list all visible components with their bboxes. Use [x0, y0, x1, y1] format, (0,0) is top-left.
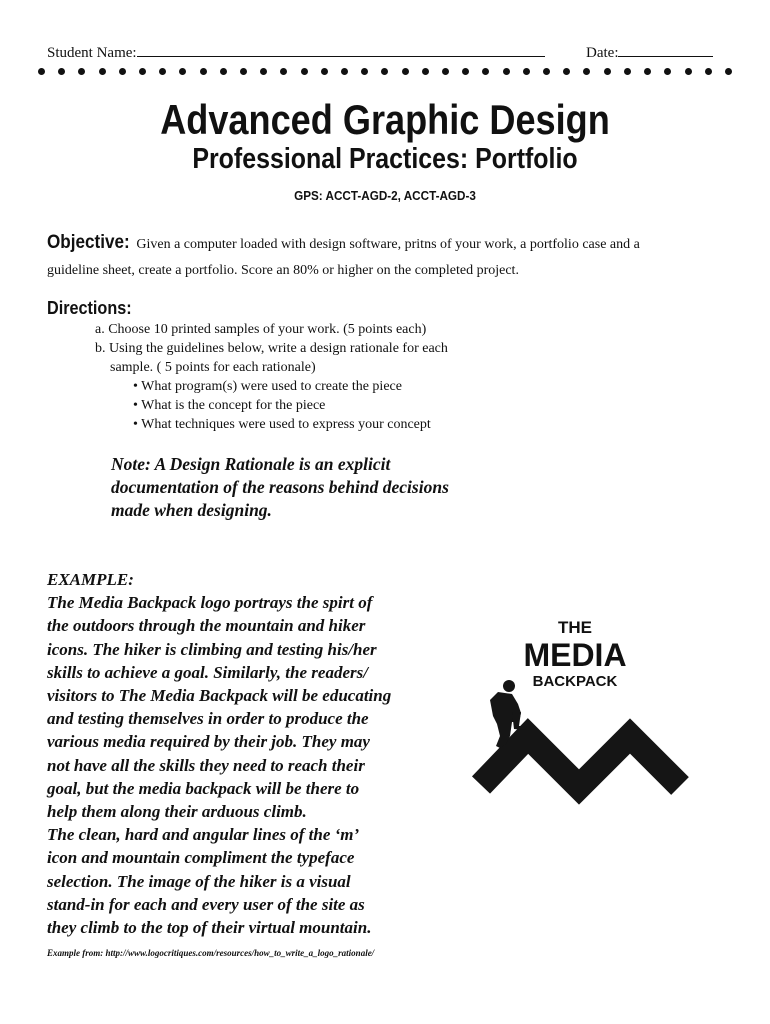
- example-line: skills to achieve a goal. Similarly, the readers/: [47, 662, 368, 682]
- direction-item: a. Choose 10 printed samples of your work. (5 points each): [95, 322, 427, 337]
- note-line: made when designing.: [111, 500, 272, 520]
- example-line: and testing themselves in order to produce the: [47, 709, 369, 729]
- direction-bullet: • What techniques were used to express your concept: [133, 417, 431, 432]
- note-line: documentation of the reasons behind decisions: [111, 477, 449, 497]
- page-subtitle: Professional Practices: Portfolio: [192, 143, 578, 175]
- example-line: visitors to The Media Backpack will be educating: [47, 686, 392, 706]
- example-line: EXAMPLE:: [47, 570, 134, 589]
- objective-text: Given a computer loaded with design software, pritns of your work, a portfolio case and a: [132, 237, 640, 252]
- example-line: help them along their arduous climb.: [47, 802, 307, 822]
- example-line: stand-in for each and every user of the site as: [47, 894, 365, 914]
- example-line: the outdoors through the mountain and hiker: [47, 616, 366, 636]
- direction-item: b. Using the guidelines below, write a design rationale for each: [95, 341, 448, 356]
- example-line: The Media Backpack logo portrays the spirt of: [47, 593, 373, 613]
- example-line: goal, but the media backpack will be there to: [47, 778, 360, 798]
- note-line: Note: A Design Rationale is an explicit: [111, 454, 391, 474]
- page-title: Advanced Graphic Design: [160, 96, 610, 143]
- example-source: Example from: http://www.logocritiques.com/resources/how_to_write_a_logo_rationale/: [47, 948, 375, 958]
- logo-text-the: THE: [558, 618, 592, 637]
- gps-standards: GPS: ACCT-AGD-2, ACCT-AGD-3: [294, 188, 476, 203]
- example-line: icons. The hiker is climbing and testing his/her: [47, 639, 377, 659]
- date-label: Date:: [586, 45, 619, 61]
- direction-bullet: • What program(s) were used to create the piece: [133, 379, 402, 394]
- mountain-m-icon: [481, 736, 680, 787]
- logo-text-media: MEDIA: [523, 637, 627, 673]
- logo-text-backpack: BACKPACK: [532, 673, 618, 690]
- direction-bullet: • What is the concept for the piece: [133, 398, 326, 413]
- student-name-label: Student Name:: [47, 45, 137, 61]
- objective-label: Objective:: [47, 232, 130, 253]
- example-line: The clean, hard and angular lines of the ‘m’: [47, 825, 360, 845]
- direction-item: sample. ( 5 points for each rationale): [110, 360, 316, 375]
- objective-text: guideline sheet, create a portfolio. Score an 80% or higher on the completed project.: [47, 263, 519, 278]
- directions-heading: Directions:: [47, 298, 132, 318]
- example-line: selection. The image of the hiker is a visual: [47, 871, 351, 891]
- example-line: not have all the skills they need to reach their: [47, 755, 365, 775]
- example-line: they climb to the top of their virtual mountain.: [47, 918, 372, 938]
- example-line: various media required by their job. They may: [47, 732, 370, 752]
- example-line: icon and mountain compliment the typeface: [47, 848, 355, 868]
